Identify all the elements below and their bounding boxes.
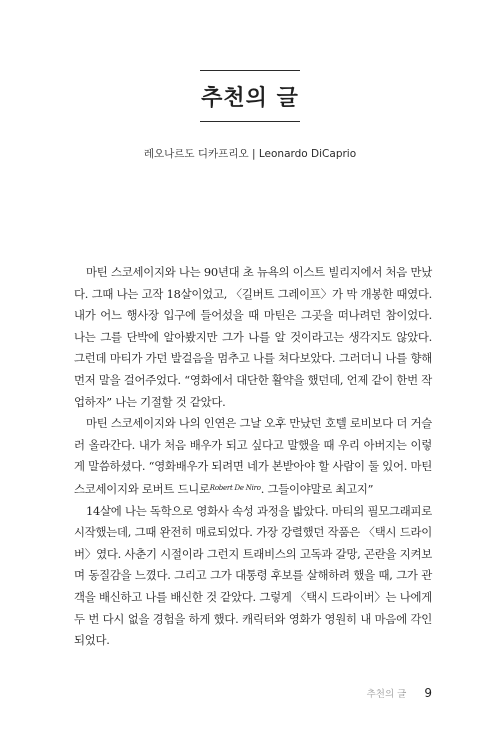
paragraph-1-text: 마틴 스코세이지와 나는 90년대 초 뉴욕의 이스트 빌리지에서 처음 만났다. 그때 나는 고작 18살이었고, 〈길버트 그레이프〉가 막 개봉한 때였다. 내가 어느 행사장 입구에 들어섰을 때 마틴은 그곳을 떠나려던 참이었다. 나는 그를 단박에 알아봤지만 그가 나를 알 것이라고는 생각지도 않았다. 그런데 마티가 가던 발걸음을 멈추고 나를 쳐다보았다. 그러더니 나를 향해 먼저 말을 걸어주었다. “영화에서 대단한 활약을 했던데, 언제 같이 한번 작업하자” 나는 기절할 것 같았다. — [74, 265, 432, 409]
byline-separator: | — [251, 148, 256, 160]
page-footer — [367, 686, 432, 700]
robert-de-niro-superscript: Robert De Niro — [209, 483, 261, 492]
byline-korean-name: 레오나르도 디카프리오 — [143, 148, 249, 160]
title-bottom-rule — [200, 121, 300, 122]
paragraph-3-text: 14살에 나는 독학으로 영화사 속성 과정을 밟았다. 마티의 필모그래피로 시작했는데, 그때 완전히 매료되었다. 가장 강렬했던 작품은 〈택시 드라이버〉였다. 사춘기 시절이라 그런지 트래비스의 고독과 갈망, 곤란을 지켜보며 동질감을 느꼈다. 그리고 그가 대통령 후보를 살해하려 했을 때, 그가 관객을 배신하고 나를 배신한 것 같았다. 그렇게 〈택시 드라이버〉는 나에게 두 번 다시 없을 경험을 하게 했다. 캐릭터와 영화가 영원히 내 마음에 각인되었다. — [74, 503, 432, 648]
page-number: 9 — [424, 686, 432, 700]
byline-english-name: Leonardo DiCaprio — [258, 148, 357, 160]
body-text — [74, 262, 432, 652]
running-head: 추천의 글 — [366, 689, 407, 700]
paragraph-3 — [74, 501, 432, 652]
page-title: 추천의 글 — [201, 86, 299, 111]
paragraph-1 — [74, 262, 432, 413]
chapter-title-block — [200, 70, 300, 122]
paragraph-2 — [74, 413, 432, 500]
paragraph-2-text-after: . 그들이야말로 최고지” — [260, 481, 374, 496]
author-byline — [0, 146, 500, 161]
paragraph-2-text-before: 마틴 스코세이지와 나의 인연은 그날 오후 만났던 호텔 로비보다 더 거슬러 올라간다. 내가 처음 배우가 되고 싶다고 말했을 때 우리 아버지는 이렇게 말씀하셨다. “영화배우가 되려면 네가 본받아야 할 사람이 둘 있어. 마틴 스코세이지와 로버트 드니로 — [74, 416, 432, 496]
